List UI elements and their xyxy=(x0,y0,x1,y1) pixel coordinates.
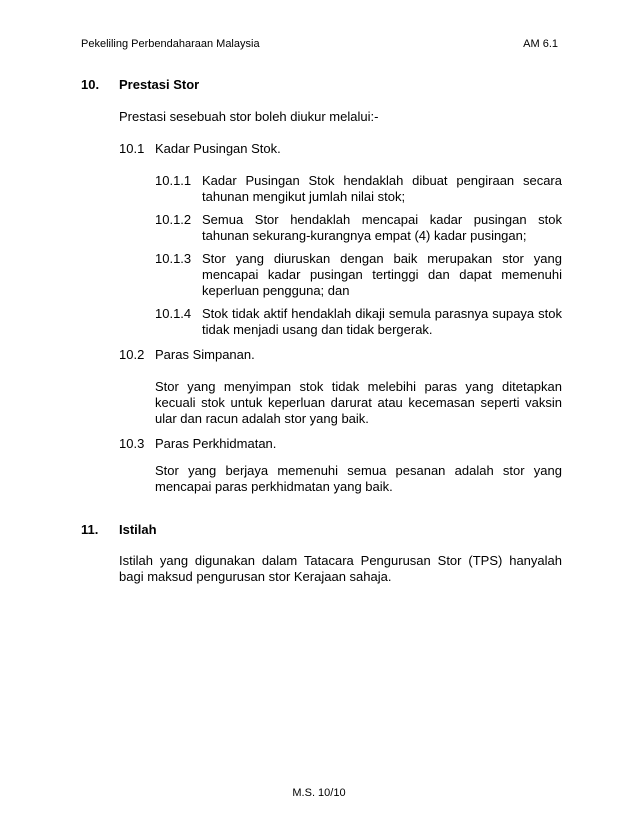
header-left-title: Pekeliling Perbendaharaan Malaysia xyxy=(81,38,260,50)
item-10-1-3-text: Stor yang diuruskan dengan baik merupakan stor yang mencapai kadar pusingan tertinggi dan dapat memenuhi keperluan pengguna; dan xyxy=(202,251,562,298)
subsection-10-2-title: Paras Simpanan. xyxy=(155,347,255,362)
section-10-intro: Prestasi sesebuah stor boleh diukur melalui:- xyxy=(119,109,379,124)
item-10-1-1-number: 10.1.1 xyxy=(155,173,192,188)
item-10-1-4-number: 10.1.4 xyxy=(155,306,192,321)
subsection-10-1-title: Kadar Pusingan Stok. xyxy=(155,141,281,156)
item-10-1-2-text: Semua Stor hendaklah mencapai kadar pusingan stok tahunan sekurang-kurangnya empat (4) kadar pusingan; xyxy=(202,212,562,243)
item-10-1-4-text: Stok tidak aktif hendaklah dikaji semula parasnya supaya stok tidak menjadi usang dan tidak bergerak. xyxy=(202,306,562,337)
section-11-title: Istilah xyxy=(119,522,157,537)
subsection-10-1-number: 10.1 xyxy=(119,141,145,156)
subsection-10-3-title: Paras Perkhidmatan. xyxy=(155,436,277,451)
header-document-code: AM 6.1 xyxy=(523,38,558,50)
section-11-number: 11. xyxy=(81,522,99,537)
subsection-10-2-number: 10.2 xyxy=(119,347,145,362)
page-number-footer: M.S. 10/10 xyxy=(292,787,346,799)
section-10-title: Prestasi Stor xyxy=(119,77,200,92)
item-10-1-2-number: 10.1.2 xyxy=(155,212,192,227)
subsection-10-3-body: Stor yang berjaya memenuhi semua pesanan adalah stor yang mencapai paras perkhidmatan yang baik. xyxy=(155,463,562,494)
section-11-body: Istilah yang digunakan dalam Tatacara Pengurusan Stor (TPS) hanyalah bagi maksud pengurusan stor Kerajaan sahaja. xyxy=(119,553,562,584)
item-10-1-3-number: 10.1.3 xyxy=(155,251,192,266)
section-10-number: 10. xyxy=(81,77,100,92)
subsection-10-2-body: Stor yang menyimpan stok tidak melebihi paras yang ditetapkan kecuali stok untuk keperluan darurat atau kecemasan seperti vaksin ular dan racun adalah stor yang baik. xyxy=(155,379,562,426)
subsection-10-3-number: 10.3 xyxy=(119,436,145,451)
item-10-1-1-text: Kadar Pusingan Stok hendaklah dibuat pengiraan secara tahunan mengikut jumlah nilai stok; xyxy=(202,173,562,204)
